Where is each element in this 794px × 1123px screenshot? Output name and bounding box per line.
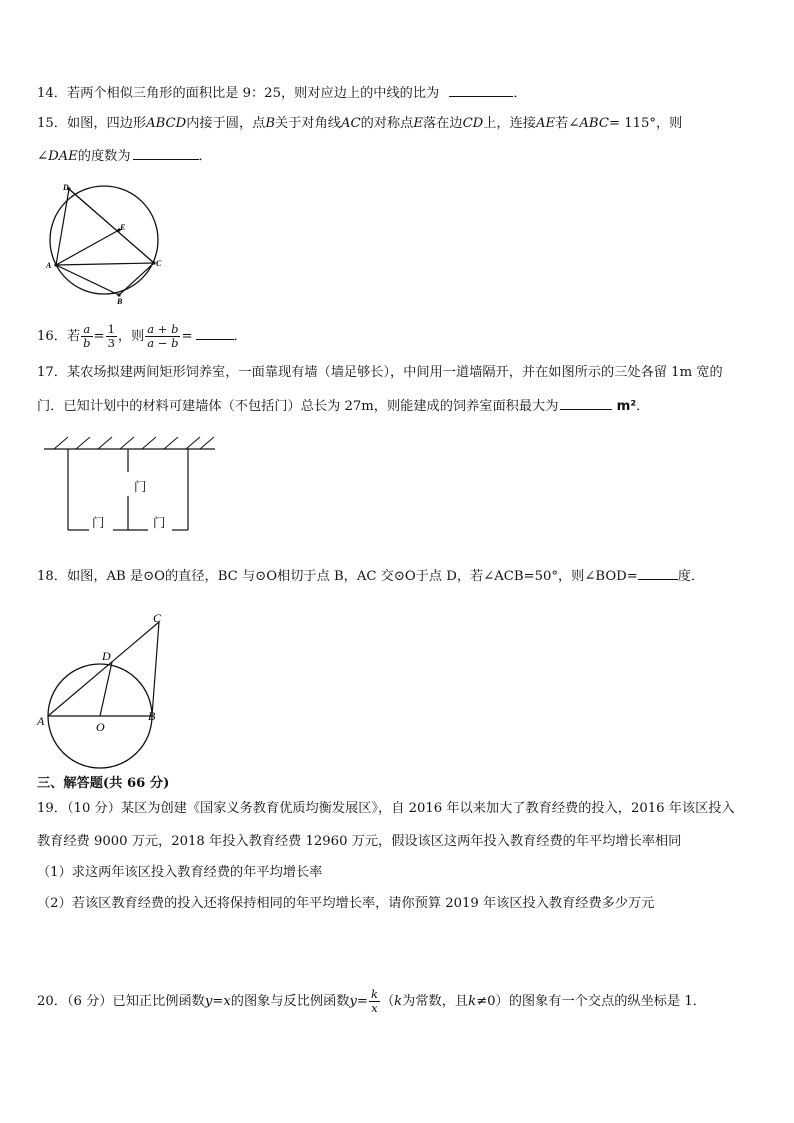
q16-frac-a-over-b: $\frac{a}{b}$ (83, 322, 91, 350)
q18-circle-tangent-figure (36, 608, 170, 764)
q15-text-f: 上，连接 (483, 116, 536, 131)
question-19-sub2 (37, 895, 654, 913)
q18-text: 18．如图，AB 是⊙O的直径，BC 与⊙O相切于点 B，AC 交⊙O于点 D，若∠ACB=50°，则∠BOD= (37, 569, 638, 584)
q15-text-h: = 115°，则 (608, 116, 683, 131)
q19-sub1-text: （1）求这两年该区投入教育经费的年平均增长率 (37, 865, 323, 880)
q15-end: ． (198, 149, 212, 164)
q15-circle-figure (36, 180, 171, 305)
q18-end: 度． (677, 569, 705, 584)
q17-text-line1: 17．某农场拟建两间矩形饲养室，一面靠现有墙（墙足够长），中间用一道墙隔开，并在如图所示的三处各留 1m 宽的 (37, 365, 723, 380)
q15-label-a: A (46, 261, 52, 270)
q15-b: B (265, 116, 276, 131)
q18-label-c: C (153, 611, 162, 625)
q19-text-line2: 教育经费 9000 万元，2018 年投入教育经费 12960 万元，假设该区这两年投入教育经费的年平均增长率相同 (37, 834, 682, 849)
question-14 (37, 83, 527, 103)
section-3-title: 三、解答题(共 66 分) (37, 776, 170, 791)
question-19-sub1 (37, 864, 322, 882)
q15-answer-blank[interactable] (133, 146, 199, 160)
q15-ac: AC (340, 116, 361, 131)
q17-door-label-right: 门 (153, 515, 166, 530)
q15-e: E (413, 116, 423, 131)
q15-angle-sign: ∠ (37, 149, 49, 164)
q14-answer-blank[interactable] (449, 83, 513, 97)
question-15-line2 (37, 146, 212, 166)
q18-label-a: A (37, 714, 45, 728)
q15-label-c: C (156, 259, 162, 268)
q15-label-e: E (120, 223, 126, 232)
q15-text-c: 关于对角线 (275, 116, 341, 131)
q17-unit: m² (616, 399, 637, 414)
q15-text-a: 15．如图，四边形 (37, 116, 147, 131)
question-20 (37, 985, 706, 1019)
q16-end: ． (233, 329, 247, 344)
q20-x1: x (223, 994, 231, 1009)
q17-door-label-left: 门 (92, 515, 105, 530)
q15-ae: AE (535, 116, 556, 131)
q16-answer-blank[interactable] (196, 326, 234, 340)
q15-text-b: 内接于圆，点 (186, 116, 266, 131)
q20-k1: k (394, 994, 403, 1009)
q18-answer-blank[interactable] (638, 566, 678, 580)
q16-prefix: 16．若 (37, 329, 81, 344)
wall-hatching (54, 437, 214, 449)
q16-equals: = (93, 329, 105, 344)
question-15-line1 (37, 115, 682, 133)
q17-answer-blank[interactable] (560, 396, 612, 410)
q17-end: ． (636, 399, 650, 414)
question-19-line2 (37, 833, 681, 851)
q16-mid: ，则 (117, 329, 145, 344)
q17-enclosure-figure (40, 432, 220, 534)
q18-label-d: D (102, 649, 111, 663)
q18-label-o: O (96, 720, 105, 734)
question-17-line2 (37, 396, 649, 416)
q17-text-line2: 门．已知计划中的材料可建墙体（不包括门）总长为 27m，则能建成的饲养室面积最大为 (37, 399, 559, 414)
q16-frac-one-third: $\frac{1}{3}$ (107, 322, 115, 350)
q20-k2: k (468, 994, 477, 1009)
q15-dae: DAE (48, 149, 78, 164)
q15-cd: CD (462, 116, 484, 131)
question-19-line1 (37, 800, 735, 818)
q20-text-a: 20．（6 分）已知正比例函数 (37, 994, 205, 1009)
q16-equals-2: = (181, 329, 193, 344)
q14-end: ． (513, 86, 527, 101)
q18-label-b: B (148, 709, 156, 723)
q20-text-c: 的图象与反比例函数 (230, 994, 350, 1009)
q20-y1: y (204, 994, 213, 1009)
q15-abc: ABC (579, 116, 609, 131)
q17-door-label-middle: 门 (134, 479, 147, 494)
q15-text-line2: 的度数为 (77, 149, 131, 164)
q15-text-g: 若∠ (555, 116, 580, 131)
question-18 (37, 566, 704, 586)
q20-eq1: = (212, 994, 224, 1009)
q15-text-d: 的对称点 (360, 116, 414, 131)
q14-text: 14．若两个相似三角形的面积比是 9：25，则对应边上的中线的比为 (37, 86, 440, 101)
q20-eq2: = (356, 994, 368, 1009)
q20-paren-open: （ (380, 994, 395, 1009)
q16-frac-expression: $\frac{a + b}{a - b}$ (147, 322, 179, 350)
q20-y2: y (349, 994, 357, 1009)
q19-text-line1: 19．（10 分）某区为创建《国家义务教育优质均衡发展区》，自 2016 年以来加大了教育经费的投入，2016 年该区投入 (37, 801, 735, 816)
q15-abcd: ABCD (146, 116, 187, 131)
q20-text-g: ≠0）的图象有一个交点的纵坐标是 1． (476, 994, 706, 1009)
q15-label-b: B (117, 297, 123, 306)
question-16 (37, 322, 247, 352)
q15-text-e: 落在边 (423, 116, 463, 131)
q15-label-d: D (63, 183, 69, 192)
question-17-line1 (37, 364, 723, 382)
q20-frac-k-over-x: $\frac{k}{x}$ (370, 987, 378, 1015)
q20-text-f: 为常数，且 (402, 994, 469, 1009)
q19-sub2-text: （2）若该区教育经费的投入还将保持相同的年平均增长率，请你预算 2019 年该区投入教育经费多少万元 (37, 896, 655, 911)
